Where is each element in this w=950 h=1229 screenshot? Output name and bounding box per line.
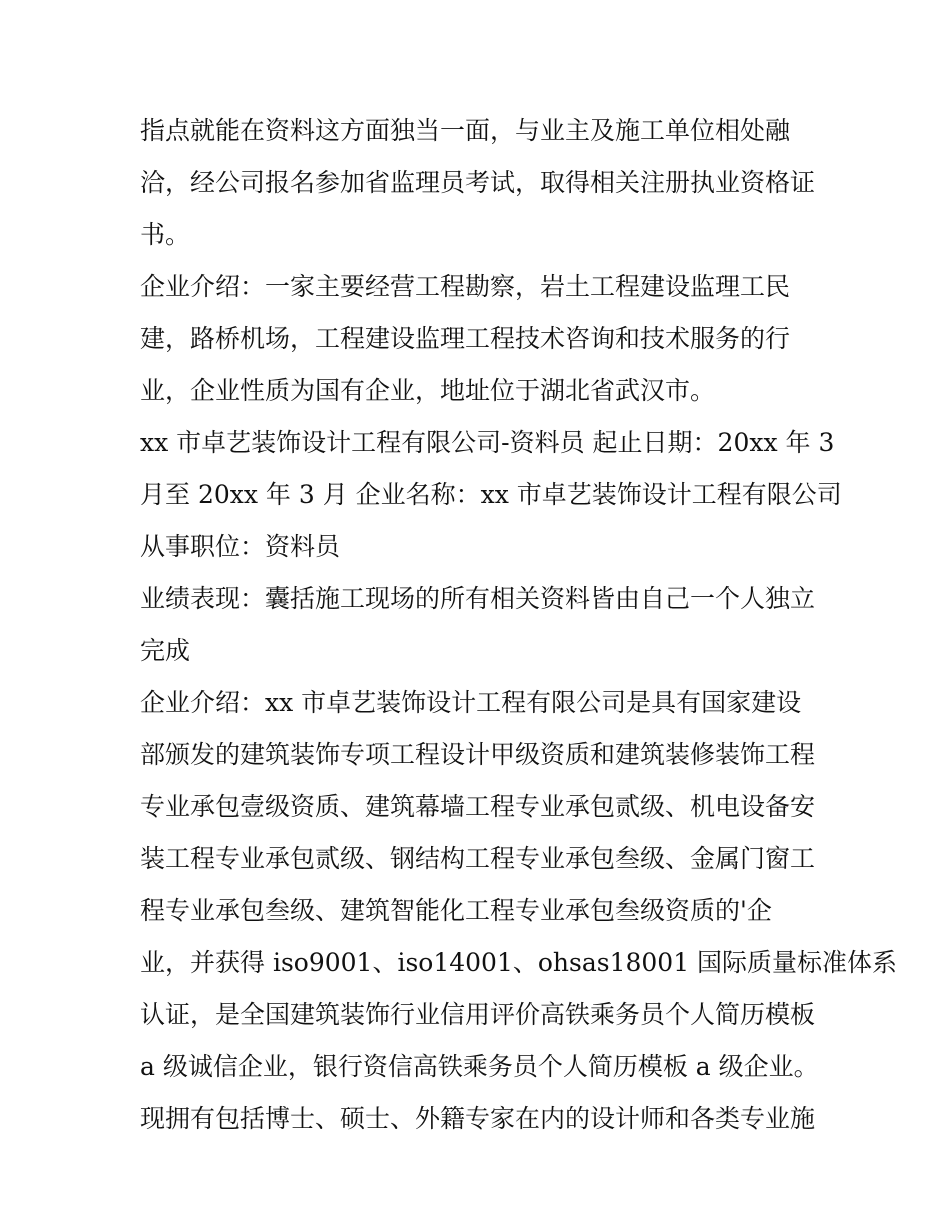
- text-line-4: 企业介绍：一家主要经营工程勘察，岩土工程建设监理工民: [140, 272, 791, 301]
- text-line-15: 装工程专业承包贰级、钢结构工程专业承包叁级、金属门窗工: [140, 844, 816, 873]
- text-line-13: 部颁发的建筑装饰专项工程设计甲级资质和建筑装修装饰工程: [140, 740, 816, 769]
- text-line-12: 企业介绍：xx 市卓艺装饰设计工程有限公司是具有国家建设: [140, 688, 802, 717]
- text-line-20: 现拥有包括博士、硕士、外籍专家在内的设计师和各类专业施: [140, 1104, 816, 1133]
- text-line-5: 建，路桥机场，工程建设监理工程技术咨询和技术服务的行: [140, 324, 791, 353]
- text-line-6: 业，企业性质为国有企业，地址位于湖北省武汉市。: [140, 376, 716, 405]
- body-text: [140, 105, 898, 1145]
- text-line-16: 程专业承包叁级、建筑智能化工程专业承包叁级资质的'企: [140, 896, 772, 925]
- text-line-11: 完成: [140, 636, 191, 665]
- text-line-14: 专业承包壹级资质、建筑幕墙工程专业承包贰级、机电设备安: [140, 792, 816, 821]
- text-line-9: 从事职位：资料员: [140, 532, 341, 561]
- text-line-19: a 级诚信企业，银行资信高铁乘务员个人简历模板 a 级企业。: [140, 1052, 819, 1081]
- text-line-10: 业绩表现：囊括施工现场的所有相关资料皆由自己一个人独立: [140, 584, 816, 613]
- text-line-3: 书。: [140, 220, 191, 249]
- text-line-8: 月至 20xx 年 3 月 企业名称：xx 市卓艺装饰设计工程有限公司: [140, 480, 842, 509]
- text-line-2: 洽，经公司报名参加省监理员考试，取得相关注册执业资格证: [140, 168, 816, 197]
- text-line-17: 业，并获得 iso9001、iso14001、ohsas18001 国际质量标准体系: [140, 948, 898, 977]
- text-line-1: 指点就能在资料这方面独当一面，与业主及施工单位相处融: [140, 116, 791, 145]
- text-line-7: xx 市卓艺装饰设计工程有限公司-资料员 起止日期：20xx 年 3: [140, 428, 835, 457]
- text-line-18: 认证，是全国建筑装饰行业信用评价高铁乘务员个人简历模板: [140, 1000, 816, 1029]
